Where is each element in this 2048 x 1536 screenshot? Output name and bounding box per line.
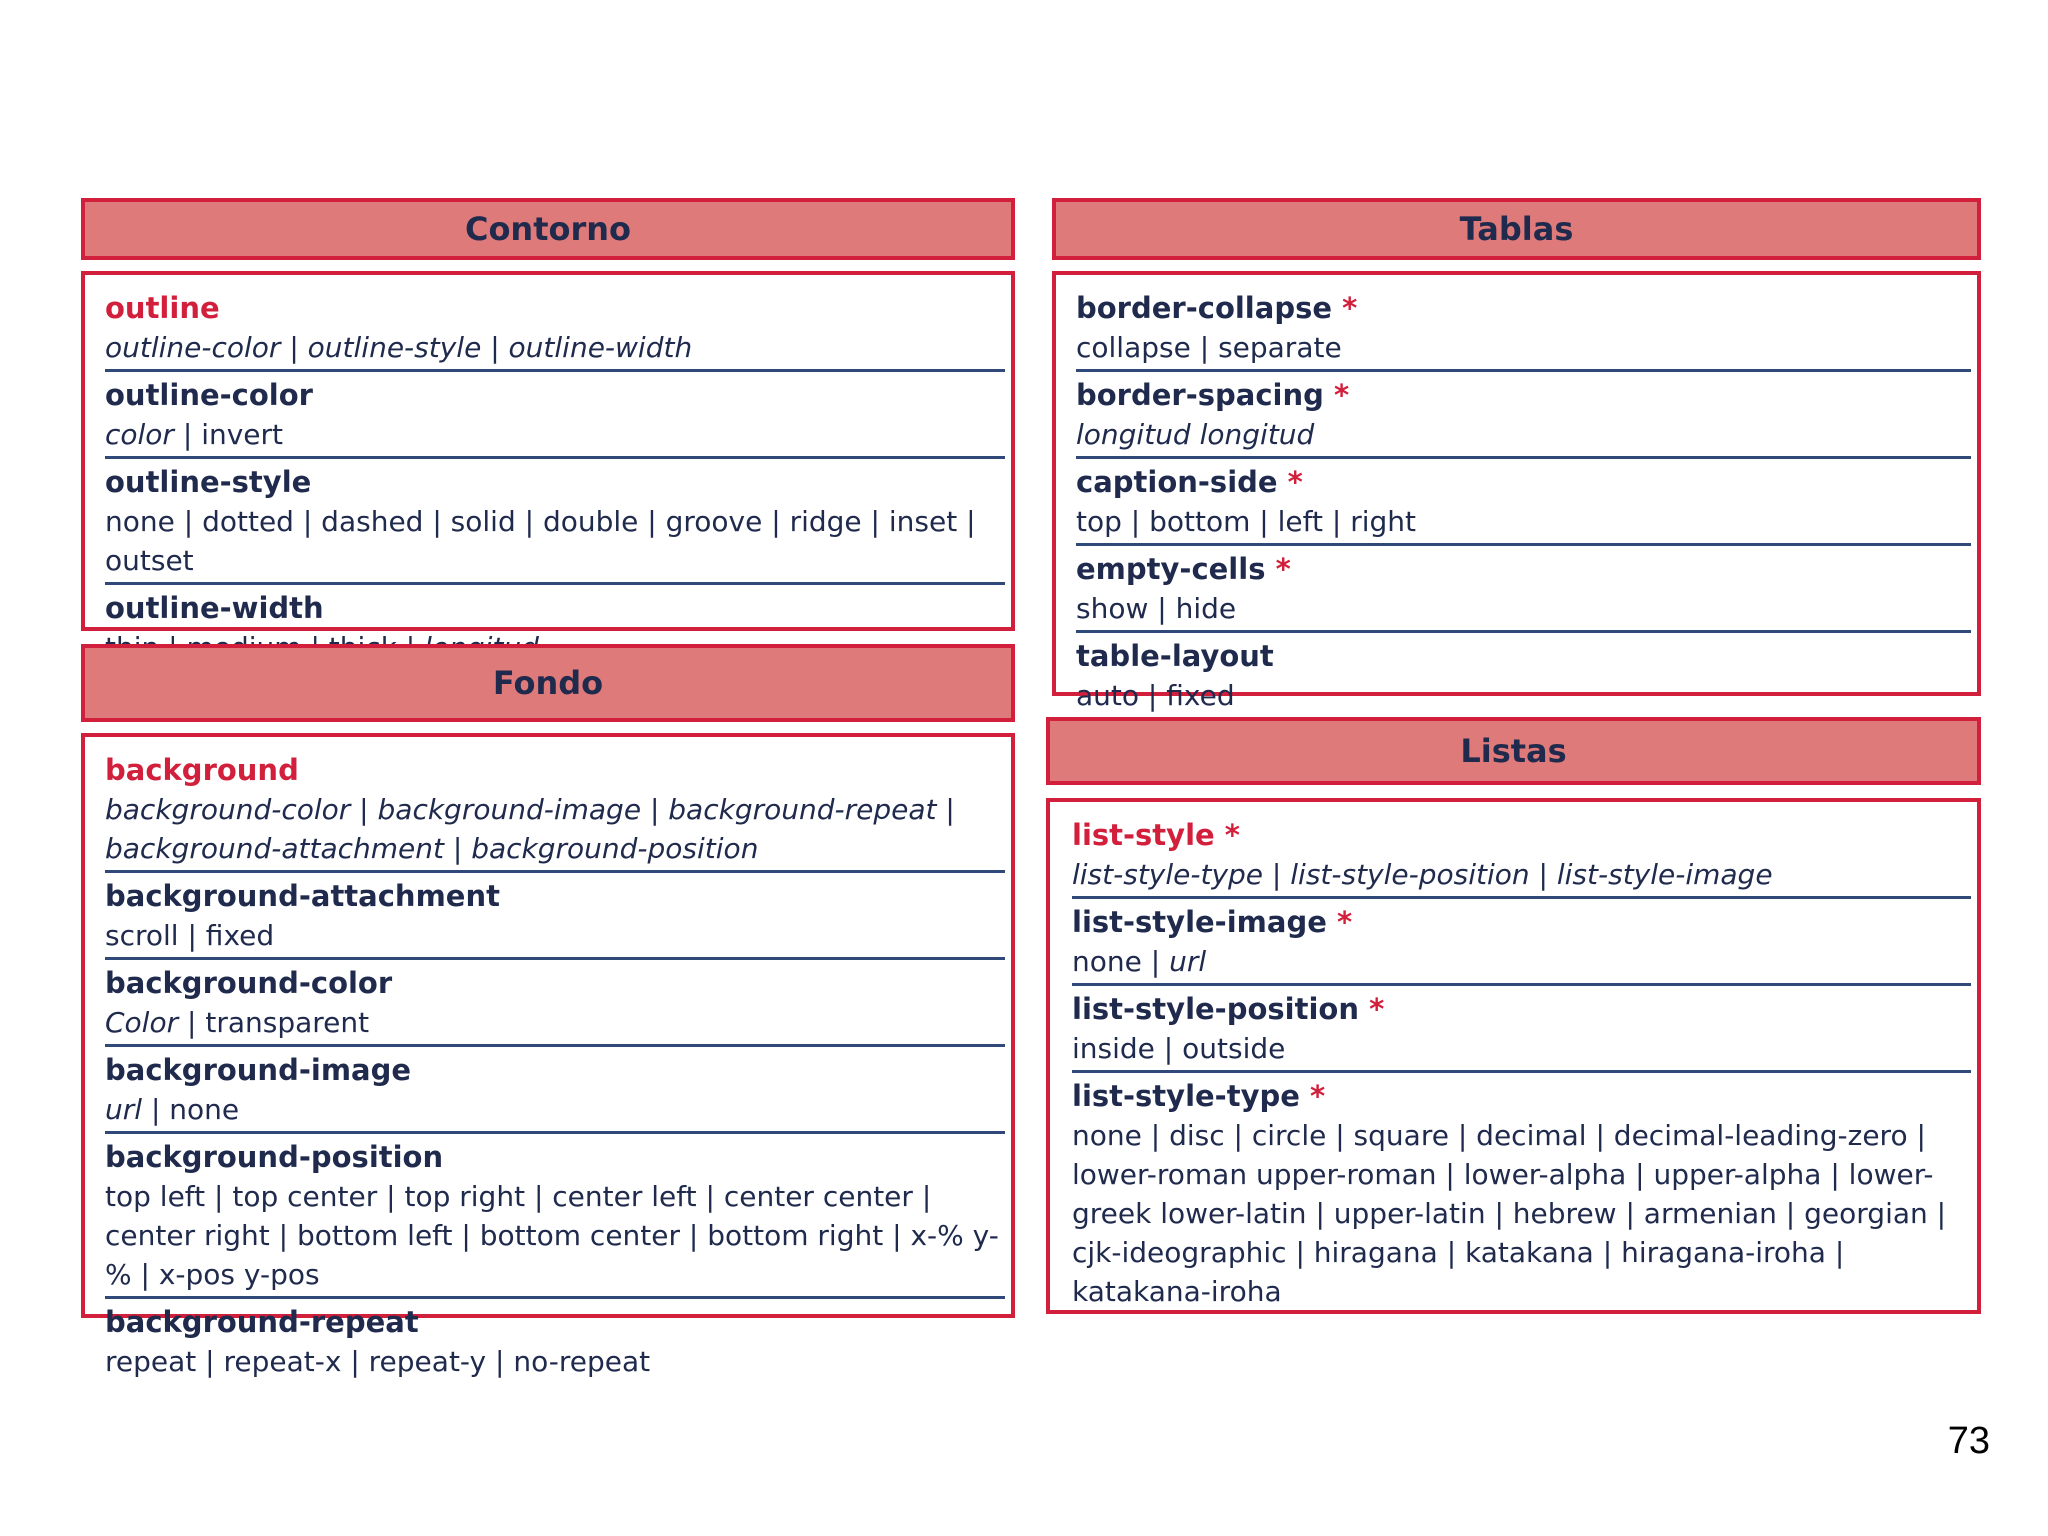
property-row	[105, 285, 1005, 372]
asterisk-mark: *	[1333, 378, 1350, 412]
asterisk-mark: *	[1369, 992, 1385, 1026]
property-label: list-style-type	[1072, 1079, 1300, 1113]
property-values: top left | top center | top right | center left | center center | center right | bottom left | bottom center | bottom right | x-% y-% | x-pos y-pos	[105, 1180, 999, 1291]
fondo-box	[81, 733, 1015, 1378]
property-name: background-repeat	[105, 1305, 419, 1339]
property-name: outline-color	[105, 378, 313, 412]
property-name	[1072, 990, 1971, 1029]
tablas-section	[1052, 198, 1981, 712]
property-values: scroll | fixed	[105, 919, 275, 952]
listas-box	[1046, 798, 1981, 1314]
value-text: | none	[142, 1093, 240, 1126]
contorno-title: Contorno	[464, 210, 632, 248]
value-text: | transparent	[178, 1006, 370, 1039]
property-values	[1072, 942, 1971, 981]
value-text: | invert	[173, 418, 283, 451]
property-name	[1076, 289, 1971, 328]
property-label: caption-side	[1076, 465, 1278, 499]
property-values: top | bottom | left | right	[1076, 505, 1416, 538]
property-values: background-color | background-image | background-repeat | background-attachment | background-position	[105, 793, 955, 865]
property-values: list-style-type | list-style-position | list-style-image	[1072, 858, 1773, 891]
property-name: background-image	[105, 1053, 412, 1087]
property-name: outline-style	[105, 465, 312, 499]
property-label: list-style-position	[1072, 992, 1359, 1026]
property-label: list-style	[1072, 818, 1215, 852]
property-name: background	[105, 753, 299, 787]
property-row	[1072, 986, 1971, 1073]
asterisk-mark: *	[1224, 818, 1240, 852]
property-name	[1076, 463, 1971, 502]
tablas-header	[1052, 198, 1981, 260]
value-text: none |	[1072, 945, 1170, 978]
property-row	[105, 1299, 1005, 1383]
tablas-title: Tablas	[1459, 210, 1574, 248]
property-name	[1076, 550, 1971, 589]
property-values	[105, 1090, 1005, 1129]
property-name: outline	[105, 291, 220, 325]
property-name	[1072, 816, 1971, 855]
tablas-box	[1052, 271, 1981, 712]
property-name: background-position	[105, 1140, 444, 1174]
page-number: 73	[1947, 1420, 1990, 1462]
property-values: repeat | repeat-x | repeat-y | no-repeat	[105, 1345, 651, 1378]
property-row	[105, 747, 1005, 873]
contorno-box	[81, 271, 1015, 631]
property-name: outline-width	[105, 591, 324, 625]
property-label: empty-cells	[1076, 552, 1266, 586]
property-values: none | disc | circle | square | decimal | decimal-leading-zero | lower-roman upper-roman | lower-alpha | upper-alpha | lower-greek lower-latin | upper-latin | hebrew | armenian | georgian | cjk-ideographic | hiragana | katakana | hiragana-iroha | katakana-iroha	[1072, 1119, 1947, 1308]
property-name: background-color	[105, 966, 393, 1000]
fondo-header	[81, 644, 1015, 722]
asterisk-mark: *	[1287, 465, 1303, 499]
property-row	[1076, 459, 1971, 546]
property-values: auto | fixed	[1076, 679, 1235, 712]
property-row	[1076, 633, 1971, 717]
value-italic: url	[1169, 945, 1207, 978]
property-values: inside | outside	[1072, 1032, 1286, 1065]
property-row	[1076, 285, 1971, 372]
value-italic: color	[105, 418, 174, 451]
property-row	[1072, 812, 1971, 899]
property-row	[105, 1134, 1005, 1299]
property-row	[1076, 372, 1971, 459]
property-row	[1076, 546, 1971, 633]
value-italic: url	[105, 1093, 143, 1126]
asterisk-mark: *	[1275, 552, 1291, 586]
listas-header	[1046, 717, 1981, 785]
property-label: list-style-image	[1072, 905, 1327, 939]
property-name	[1072, 903, 1971, 942]
property-row	[1072, 1073, 1971, 1313]
property-row	[105, 1047, 1005, 1134]
property-name: table-layout	[1076, 639, 1274, 673]
listas-title: Listas	[1460, 732, 1567, 770]
property-values: none | dotted | dashed | solid | double | groove | ridge | inset | outset	[105, 505, 976, 577]
contorno-header	[81, 198, 1015, 260]
property-name	[1072, 1077, 1971, 1116]
property-values: show | hide	[1076, 592, 1237, 625]
property-values: collapse | separate	[1076, 331, 1342, 364]
contorno-section	[81, 198, 1015, 631]
asterisk-mark: *	[1310, 1079, 1326, 1113]
property-values: longitud longitud	[1076, 418, 1315, 451]
property-row	[105, 372, 1005, 459]
property-values: outline-color | outline-style | outline-width	[105, 331, 693, 364]
asterisk-mark: *	[1336, 905, 1353, 939]
property-name: background-attachment	[105, 879, 500, 913]
property-name	[1076, 376, 1971, 415]
property-row	[105, 873, 1005, 960]
property-values	[105, 1003, 1005, 1042]
property-row	[105, 960, 1005, 1047]
property-row	[105, 459, 1005, 585]
property-values	[105, 415, 1005, 454]
fondo-section	[81, 644, 1015, 1378]
property-label: border-collapse	[1076, 291, 1333, 325]
value-italic: Color	[105, 1006, 179, 1039]
fondo-title: Fondo	[492, 664, 604, 702]
listas-section	[1046, 717, 1981, 1314]
asterisk-mark: *	[1342, 291, 1358, 325]
property-row	[1072, 899, 1971, 986]
property-label: border-spacing	[1076, 378, 1324, 412]
